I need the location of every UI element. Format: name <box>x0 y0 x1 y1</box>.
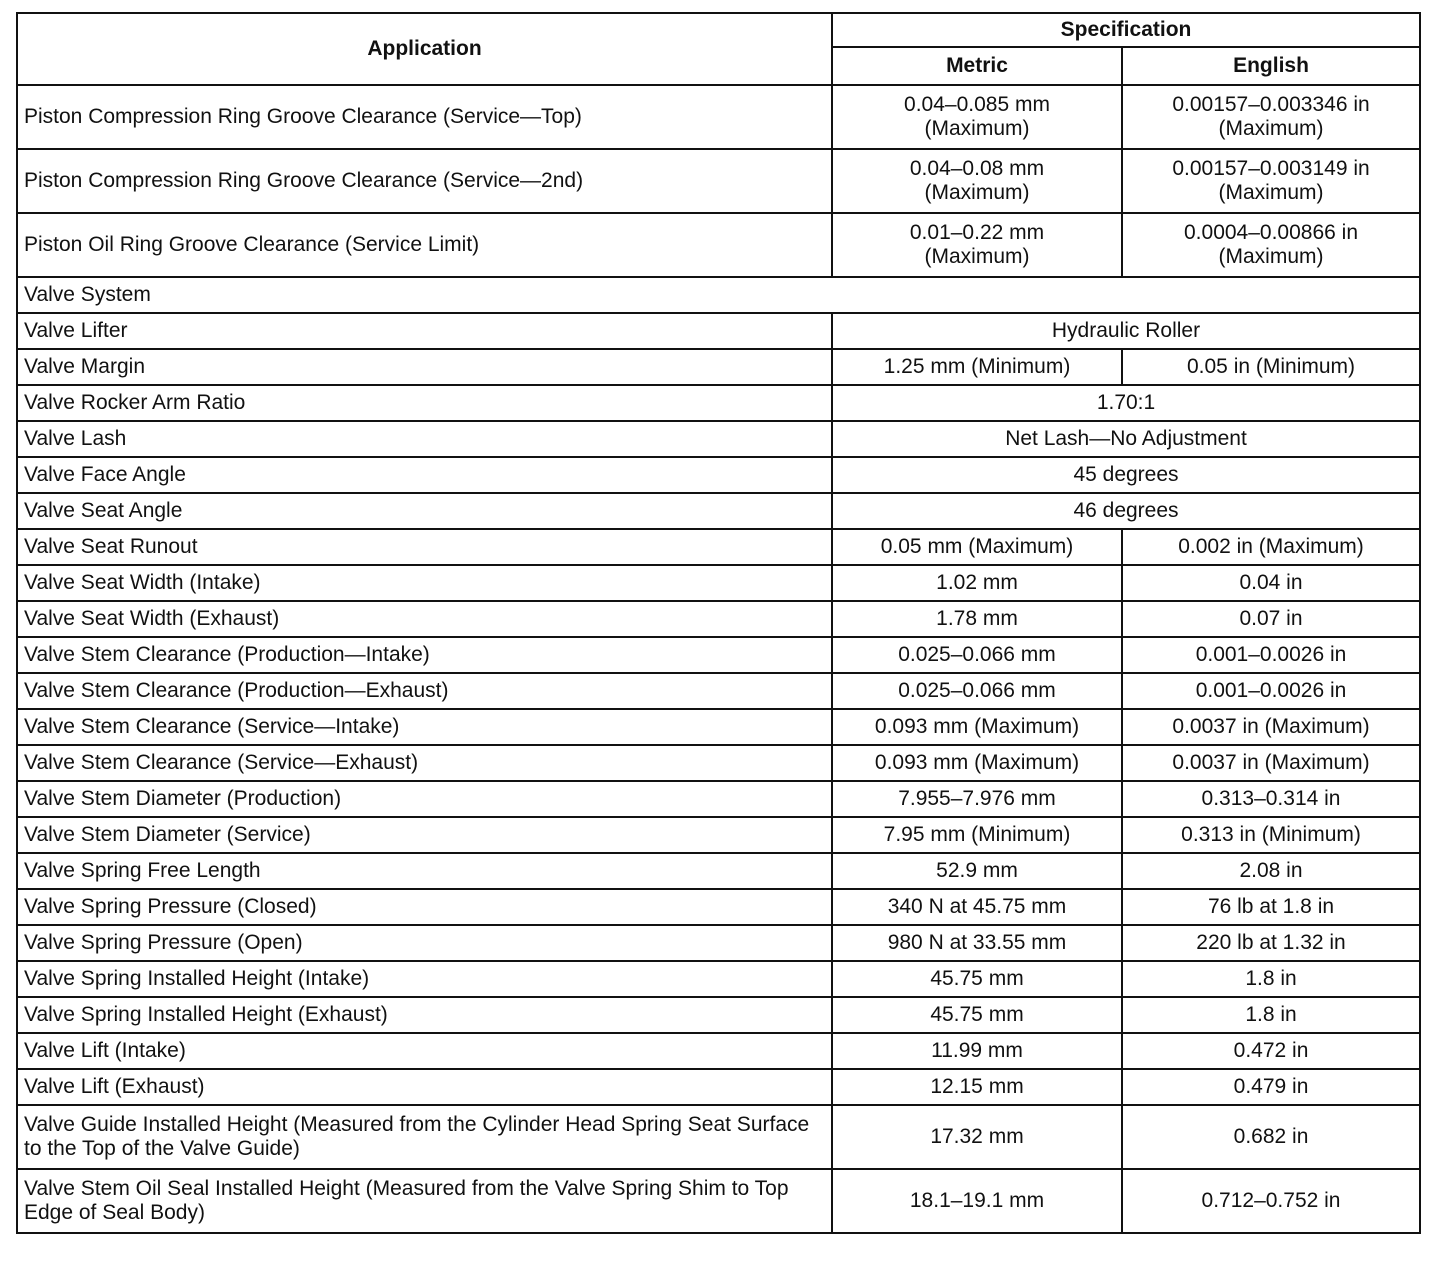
application-cell: Valve Lash <box>17 421 832 457</box>
section-row <box>17 277 1420 313</box>
application-cell: Valve Stem Clearance (Production—Exhaust) <box>17 673 832 709</box>
english-cell: 0.001–0.0026 in <box>1122 637 1420 673</box>
table-row <box>17 1069 1420 1105</box>
english-cell: 0.682 in <box>1122 1105 1420 1169</box>
application-cell: Valve Seat Width (Intake) <box>17 565 832 601</box>
english-cell <box>1122 85 1420 149</box>
header-row-1 <box>17 13 1420 47</box>
metric-cell: 0.05 mm (Maximum) <box>832 529 1122 565</box>
header-specification: Specification <box>832 13 1420 47</box>
table-row <box>17 817 1420 853</box>
application-cell: Valve Lift (Intake) <box>17 1033 832 1069</box>
table-row <box>17 349 1420 385</box>
spec-table <box>16 12 1421 1234</box>
application-cell: Valve Spring Pressure (Closed) <box>17 889 832 925</box>
application-cell: Piston Compression Ring Groove Clearance (Service—2nd) <box>17 149 832 213</box>
english-value: 0.00157–0.003149 in <box>1172 156 1370 180</box>
metric-cell: 45.75 mm <box>832 961 1122 997</box>
english-cell: 0.0037 in (Maximum) <box>1122 709 1420 745</box>
metric-cell: 0.025–0.066 mm <box>832 673 1122 709</box>
table-row <box>17 529 1420 565</box>
spanned-value-cell: 1.70:1 <box>832 385 1420 421</box>
metric-cell: 340 N at 45.75 mm <box>832 889 1122 925</box>
english-cell: 2.08 in <box>1122 853 1420 889</box>
application-cell: Valve Spring Pressure (Open) <box>17 925 832 961</box>
application-cell: Valve Lifter <box>17 313 832 349</box>
table-body <box>17 85 1420 1233</box>
table-header <box>17 13 1420 85</box>
metric-cell: 1.25 mm (Minimum) <box>832 349 1122 385</box>
table-row <box>17 601 1420 637</box>
application-cell: Valve Stem Clearance (Service—Intake) <box>17 709 832 745</box>
table-row <box>17 997 1420 1033</box>
application-cell: Valve Stem Clearance (Production—Intake) <box>17 637 832 673</box>
metric-cell <box>832 149 1122 213</box>
table-row <box>17 961 1420 997</box>
table-row <box>17 1105 1420 1169</box>
metric-note: (Maximum) <box>924 181 1030 204</box>
metric-note: (Maximum) <box>924 245 1030 268</box>
english-cell: 0.05 in (Minimum) <box>1122 349 1420 385</box>
table-row <box>17 1033 1420 1069</box>
metric-value: 0.01–0.22 mm <box>909 220 1045 244</box>
metric-cell: 11.99 mm <box>832 1033 1122 1069</box>
table-row <box>17 149 1420 213</box>
application-cell: Valve Spring Installed Height (Intake) <box>17 961 832 997</box>
english-note: (Maximum) <box>1218 117 1324 140</box>
spanned-value-cell: Hydraulic Roller <box>832 313 1420 349</box>
english-cell: 0.0037 in (Maximum) <box>1122 745 1420 781</box>
english-cell: 0.472 in <box>1122 1033 1420 1069</box>
spanned-value-cell: 46 degrees <box>832 493 1420 529</box>
metric-cell <box>832 213 1122 277</box>
application-cell: Valve Stem Diameter (Production) <box>17 781 832 817</box>
application-cell: Valve Lift (Exhaust) <box>17 1069 832 1105</box>
metric-note: (Maximum) <box>924 117 1030 140</box>
section-label-valve-system: Valve System <box>17 277 1420 313</box>
metric-cell: 7.95 mm (Minimum) <box>832 817 1122 853</box>
table-row <box>17 493 1420 529</box>
metric-cell: 980 N at 33.55 mm <box>832 925 1122 961</box>
english-cell: 0.001–0.0026 in <box>1122 673 1420 709</box>
table-row <box>17 745 1420 781</box>
table-row <box>17 1169 1420 1233</box>
english-cell: 1.8 in <box>1122 961 1420 997</box>
english-cell: 76 lb at 1.8 in <box>1122 889 1420 925</box>
english-cell <box>1122 149 1420 213</box>
table-row <box>17 709 1420 745</box>
metric-cell: 1.78 mm <box>832 601 1122 637</box>
application-cell: Piston Compression Ring Groove Clearance (Service—Top) <box>17 85 832 149</box>
table-row <box>17 853 1420 889</box>
metric-cell: 0.093 mm (Maximum) <box>832 709 1122 745</box>
table-row <box>17 385 1420 421</box>
spanned-value-cell: Net Lash—No Adjustment <box>832 421 1420 457</box>
metric-cell <box>832 85 1122 149</box>
metric-cell: 7.955–7.976 mm <box>832 781 1122 817</box>
english-cell: 0.479 in <box>1122 1069 1420 1105</box>
application-cell: Valve Spring Installed Height (Exhaust) <box>17 997 832 1033</box>
spanned-value-cell: 45 degrees <box>832 457 1420 493</box>
english-cell: 0.07 in <box>1122 601 1420 637</box>
table-row <box>17 85 1420 149</box>
application-cell: Valve Seat Runout <box>17 529 832 565</box>
application-cell: Valve Seat Width (Exhaust) <box>17 601 832 637</box>
table-row <box>17 673 1420 709</box>
application-cell: Valve Stem Clearance (Service—Exhaust) <box>17 745 832 781</box>
application-cell: Valve Seat Angle <box>17 493 832 529</box>
table-row <box>17 421 1420 457</box>
table-row <box>17 637 1420 673</box>
english-value: 0.00157–0.003346 in <box>1172 92 1370 116</box>
application-cell: Valve Spring Free Length <box>17 853 832 889</box>
metric-cell: 1.02 mm <box>832 565 1122 601</box>
table-row <box>17 781 1420 817</box>
table-row <box>17 889 1420 925</box>
english-cell: 0.313 in (Minimum) <box>1122 817 1420 853</box>
application-cell: Piston Oil Ring Groove Clearance (Service Limit) <box>17 213 832 277</box>
english-cell: 0.712–0.752 in <box>1122 1169 1420 1233</box>
application-cell: Valve Guide Installed Height (Measured from the Cylinder Head Spring Seat Surface to the Top of the Valve Guide) <box>17 1105 832 1169</box>
english-cell: 0.313–0.314 in <box>1122 781 1420 817</box>
table-row <box>17 925 1420 961</box>
table-row <box>17 565 1420 601</box>
header-metric: Metric <box>832 47 1122 85</box>
metric-cell: 52.9 mm <box>832 853 1122 889</box>
metric-value: 0.04–0.08 mm <box>909 156 1045 180</box>
english-cell: 0.04 in <box>1122 565 1420 601</box>
header-english: English <box>1122 47 1420 85</box>
english-note: (Maximum) <box>1218 181 1324 204</box>
application-cell: Valve Rocker Arm Ratio <box>17 385 832 421</box>
application-cell: Valve Margin <box>17 349 832 385</box>
table-row <box>17 457 1420 493</box>
english-cell: 0.002 in (Maximum) <box>1122 529 1420 565</box>
english-value: 0.0004–0.00866 in <box>1184 220 1358 244</box>
application-cell: Valve Stem Diameter (Service) <box>17 817 832 853</box>
english-cell: 1.8 in <box>1122 997 1420 1033</box>
header-application: Application <box>17 13 832 85</box>
metric-cell: 18.1–19.1 mm <box>832 1169 1122 1233</box>
english-cell <box>1122 213 1420 277</box>
application-cell: Valve Stem Oil Seal Installed Height (Measured from the Valve Spring Shim to Top Edge of Seal Body) <box>17 1169 832 1233</box>
application-cell: Valve Face Angle <box>17 457 832 493</box>
english-cell: 220 lb at 1.32 in <box>1122 925 1420 961</box>
table-row <box>17 213 1420 277</box>
metric-value: 0.04–0.085 mm <box>904 92 1050 116</box>
english-note: (Maximum) <box>1218 245 1324 268</box>
table-row <box>17 313 1420 349</box>
metric-cell: 17.32 mm <box>832 1105 1122 1169</box>
metric-cell: 0.093 mm (Maximum) <box>832 745 1122 781</box>
metric-cell: 45.75 mm <box>832 997 1122 1033</box>
metric-cell: 12.15 mm <box>832 1069 1122 1105</box>
metric-cell: 0.025–0.066 mm <box>832 637 1122 673</box>
